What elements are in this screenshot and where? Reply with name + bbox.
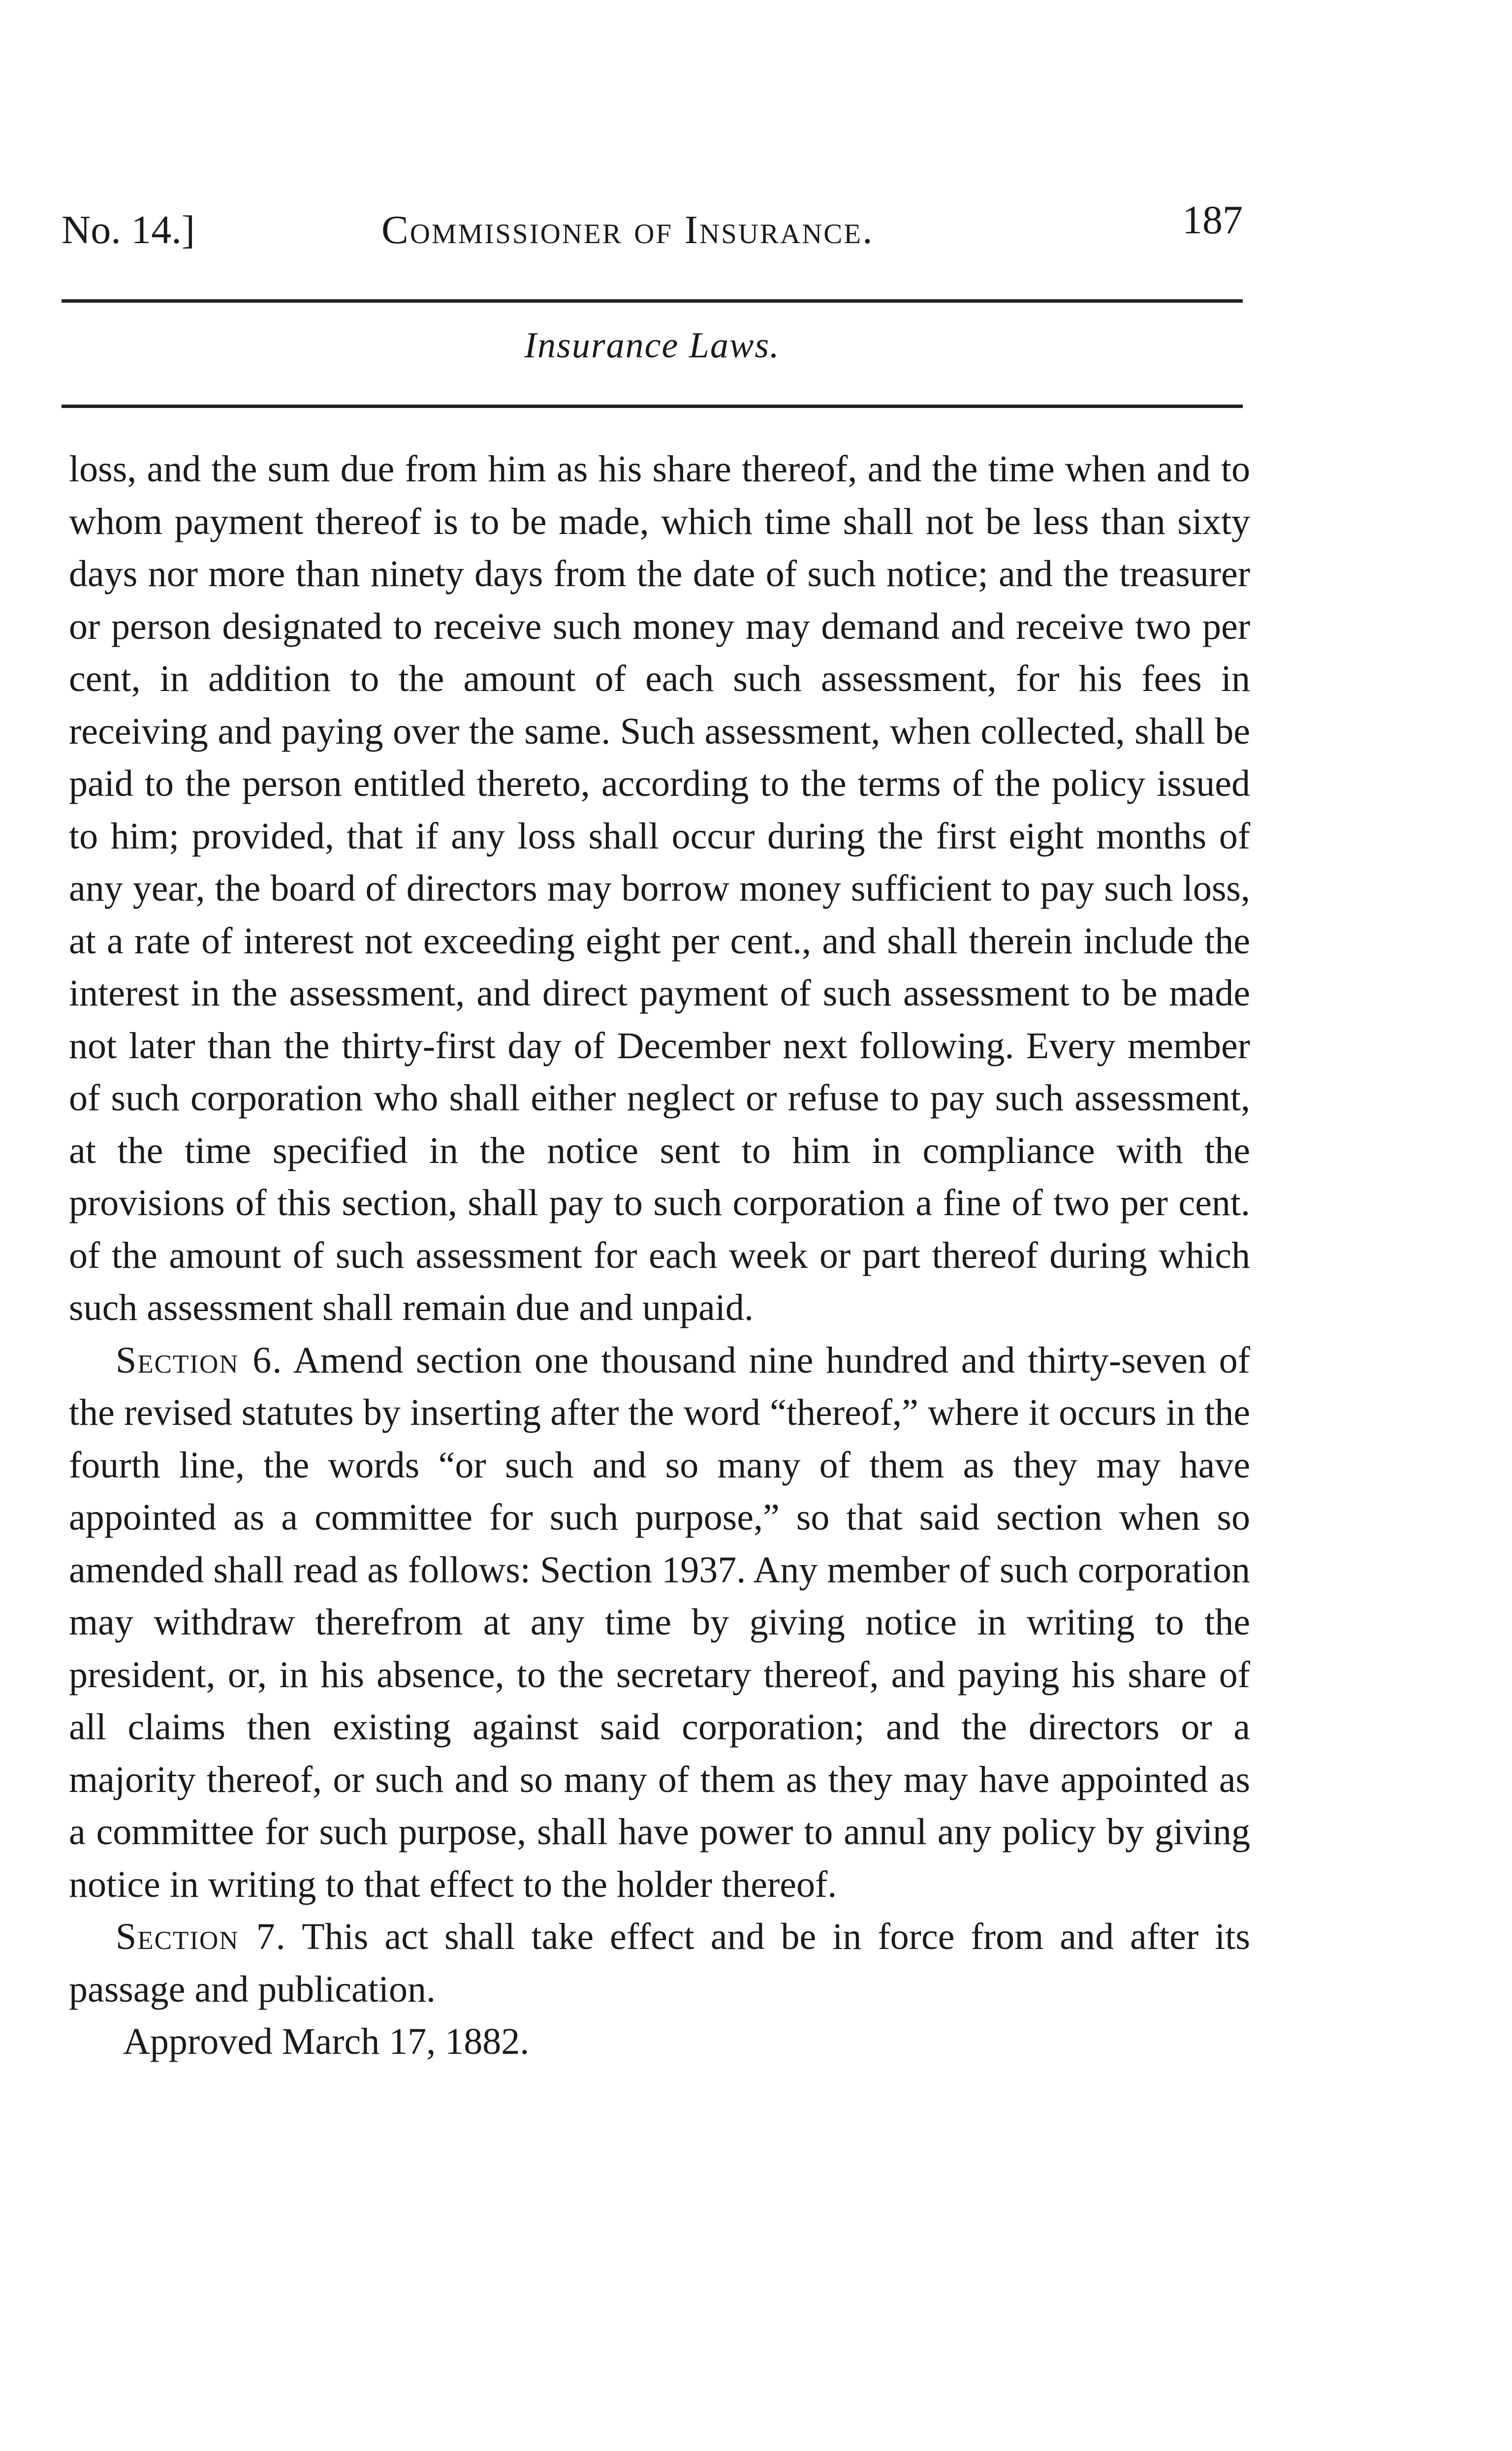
document-number: No. 14.] bbox=[62, 207, 195, 252]
running-title: Commissioner of Insurance. bbox=[381, 207, 874, 252]
section-7-label: Section 7. bbox=[116, 1916, 286, 1957]
section-subheading: Insurance Laws. bbox=[524, 325, 780, 366]
body-text bbox=[69, 443, 1250, 2068]
section-7-paragraph bbox=[69, 1911, 1250, 2015]
running-head bbox=[62, 197, 1243, 256]
header-rule-bottom bbox=[62, 405, 1243, 408]
section-7-text: This act shall take effect and be in force from and after its passage and publication. bbox=[69, 1916, 1250, 2010]
continuation-paragraph: loss, and the sum due from him as his share thereof, and the time when and to whom payment thereof is to be made, which time shall not be less than sixty days nor more than ninety days from the date of such notice; and the treasurer or person designated to receive such money may demand and receive two per cent, in addition to the amount of each such assessment, for his fees in receiving and paying over the same. Such assessment, when collected, shall be paid to the person entitled thereto, according to the terms of the policy issued to him; provided, that if any loss shall occur during the first eight months of any year, the board of directors may borrow money sufficient to pay such loss, at a rate of interest not exceeding eight per cent., and shall therein include the interest in the assessment, and direct payment of such assessment to be made not later than the thirty-first day of December next following. Every member of such corporation who shall either neglect or refuse to pay such assessment, at the time specified in the notice sent to him in compliance with the provisions of this section, shall pay to such corporation a fine of two per cent. of the amount of such assessment for each week or part thereof during which such assessment shall remain due and unpaid. bbox=[69, 448, 1250, 1328]
approval-line: Approved March 17, 1882. bbox=[123, 2021, 530, 2062]
section-6-text: Amend section one thousand nine hundred and thirty-seven of the revised statutes by inserting after the word “thereof,” where it occurs in the fourth line, the words “or such and so many of them as they may have appointed as a committee for such purpose,” so that said section when so amended shall read as follows: Section 1937. Any member of such corporation may withdraw therefrom at any time by giving notice in writing to the president, or, in his absence, to the secretary thereof, and paying his share of all claims then existing against said corporation; and the directors or a majority thereof, or such and so many of them as they may have appointed as a committee for such purpose, shall have power to annul any policy by giving notice in writing to that effect to the holder thereof. bbox=[69, 1339, 1250, 1905]
page-number: 187 bbox=[1182, 197, 1243, 242]
section-6-paragraph bbox=[69, 1334, 1250, 1911]
header-rule-top bbox=[62, 299, 1243, 303]
section-6-label: Section 6. bbox=[116, 1339, 283, 1381]
